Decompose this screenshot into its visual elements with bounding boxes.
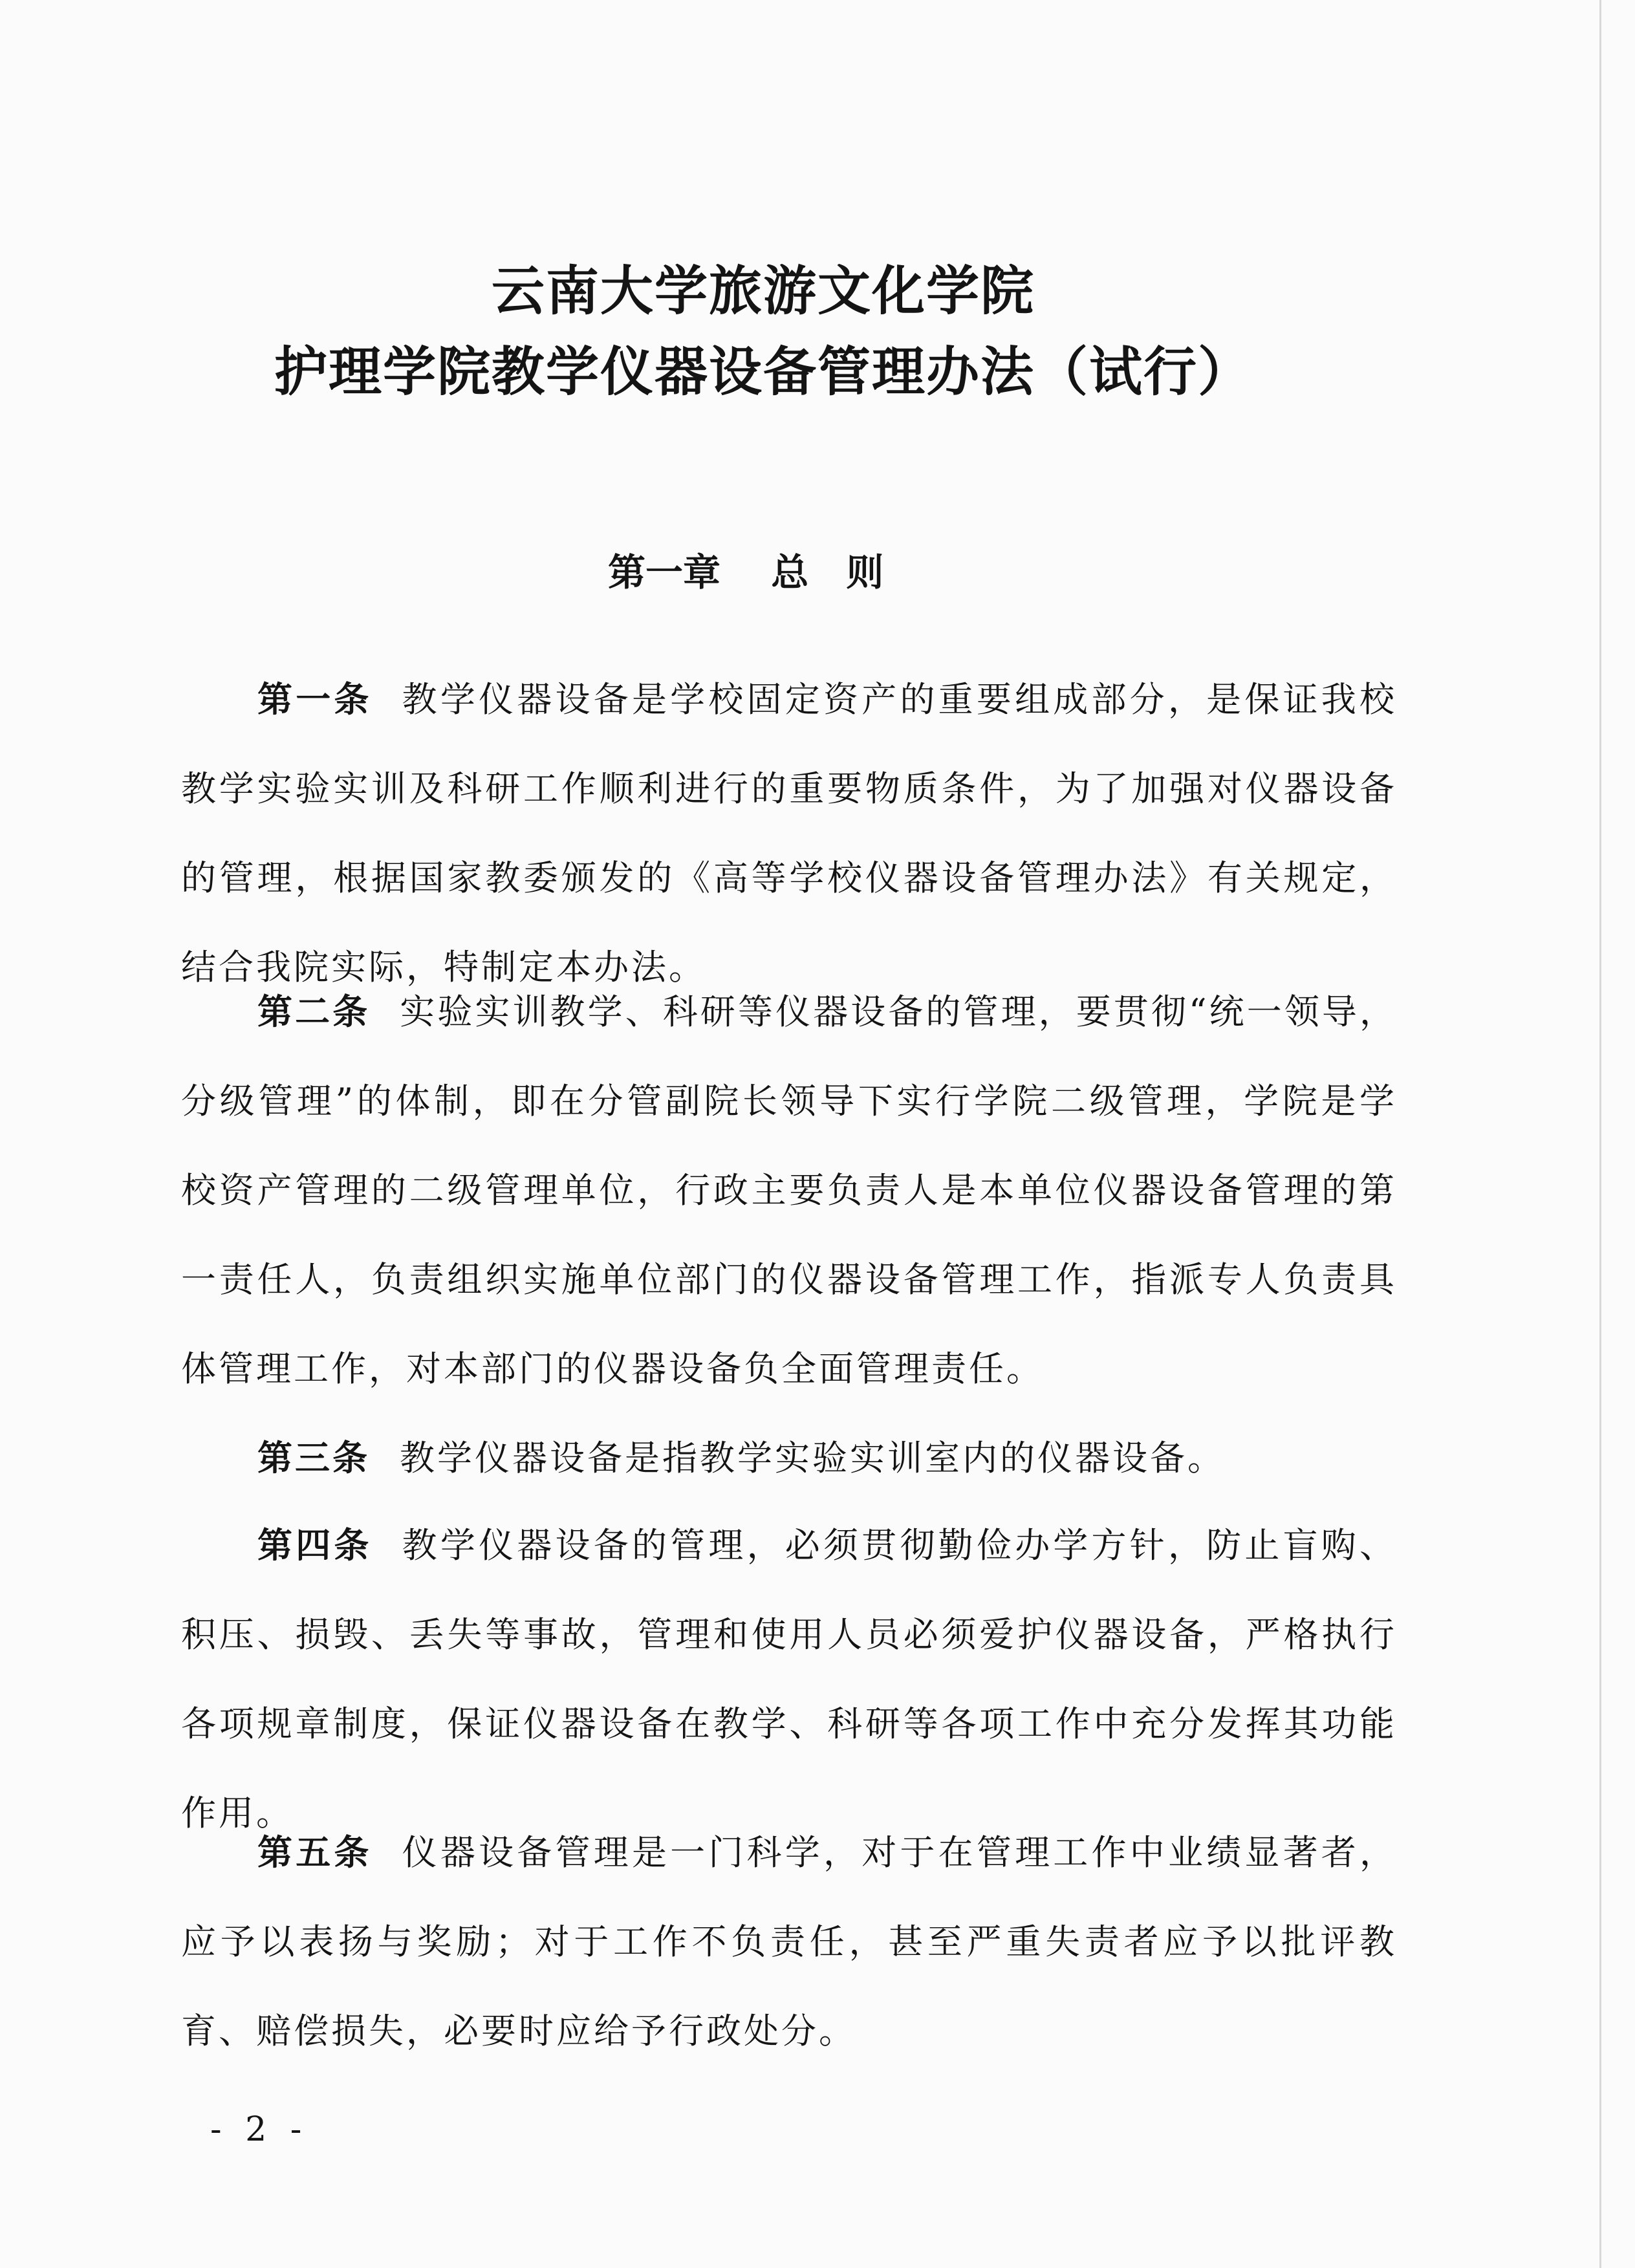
article-label: 第一条 xyxy=(257,678,373,720)
article-2 xyxy=(181,967,1397,1414)
article-text: 教学仪器设备是指教学实验实训室内的仪器设备。 xyxy=(400,1438,1225,1478)
page-number: - 2 - xyxy=(210,2110,309,2149)
article-label: 第二条 xyxy=(257,991,371,1032)
article-text: 仪器设备管理是一门科学，对于在管理工作中业绩显著者，应予以表扬与奖励；对于工作不负责任，甚至严重失责者应予以批评教育、赔偿损失，必要时应给予行政处分。 xyxy=(181,1832,1398,2051)
article-1 xyxy=(181,654,1397,1012)
article-label: 第四条 xyxy=(257,1524,373,1566)
article-label: 第五条 xyxy=(257,1831,373,1873)
scan-edge-line xyxy=(1599,0,1601,2268)
document-title-line-2: 护理学院教学仪器设备管理办法（试行） xyxy=(274,341,1252,403)
article-3 xyxy=(181,1413,1397,1503)
article-text: 实验实训教学、科研等仪器设备的管理，要贯彻“统一领导，分级管理”的体制，即在分管副院长领导下实行学院二级管理，学院是学校资产管理的二级管理单位，行政主要负责人是本单位仪器设备管理的第一责任人，负责组织实施单位部门的仪器设备管理工作，指派专人负责具体管理工作，对本部门的仪器设备负全面管理责任。 xyxy=(181,991,1397,1389)
article-4 xyxy=(181,1500,1397,1858)
document-title-line-1: 云南大学旅游文化学院 xyxy=(491,260,1035,322)
article-label: 第三条 xyxy=(257,1437,370,1478)
article-5 xyxy=(181,1808,1397,2076)
article-text: 教学仪器设备是学校固定资产的重要组成部分，是保证我校教学实验实训及科研工作顺利进行的重要物质条件，为了加强对仪器设备的管理，根据国家教委颁发的《高等学校仪器设备管理办法》有关规定，结合我院实际，特制定本办法。 xyxy=(181,679,1398,988)
chapter-heading: 第一章 总 则 xyxy=(608,550,884,594)
article-text: 教学仪器设备的管理，必须贯彻勤俭办学方针，防止盲购、积压、损毁、丢失等事故，管理和使用人员必须爱护仪器设备，严格执行各项规章制度，保证仪器设备在教学、科研等各项工作中充分发挥其功能作用。 xyxy=(181,1525,1398,1833)
